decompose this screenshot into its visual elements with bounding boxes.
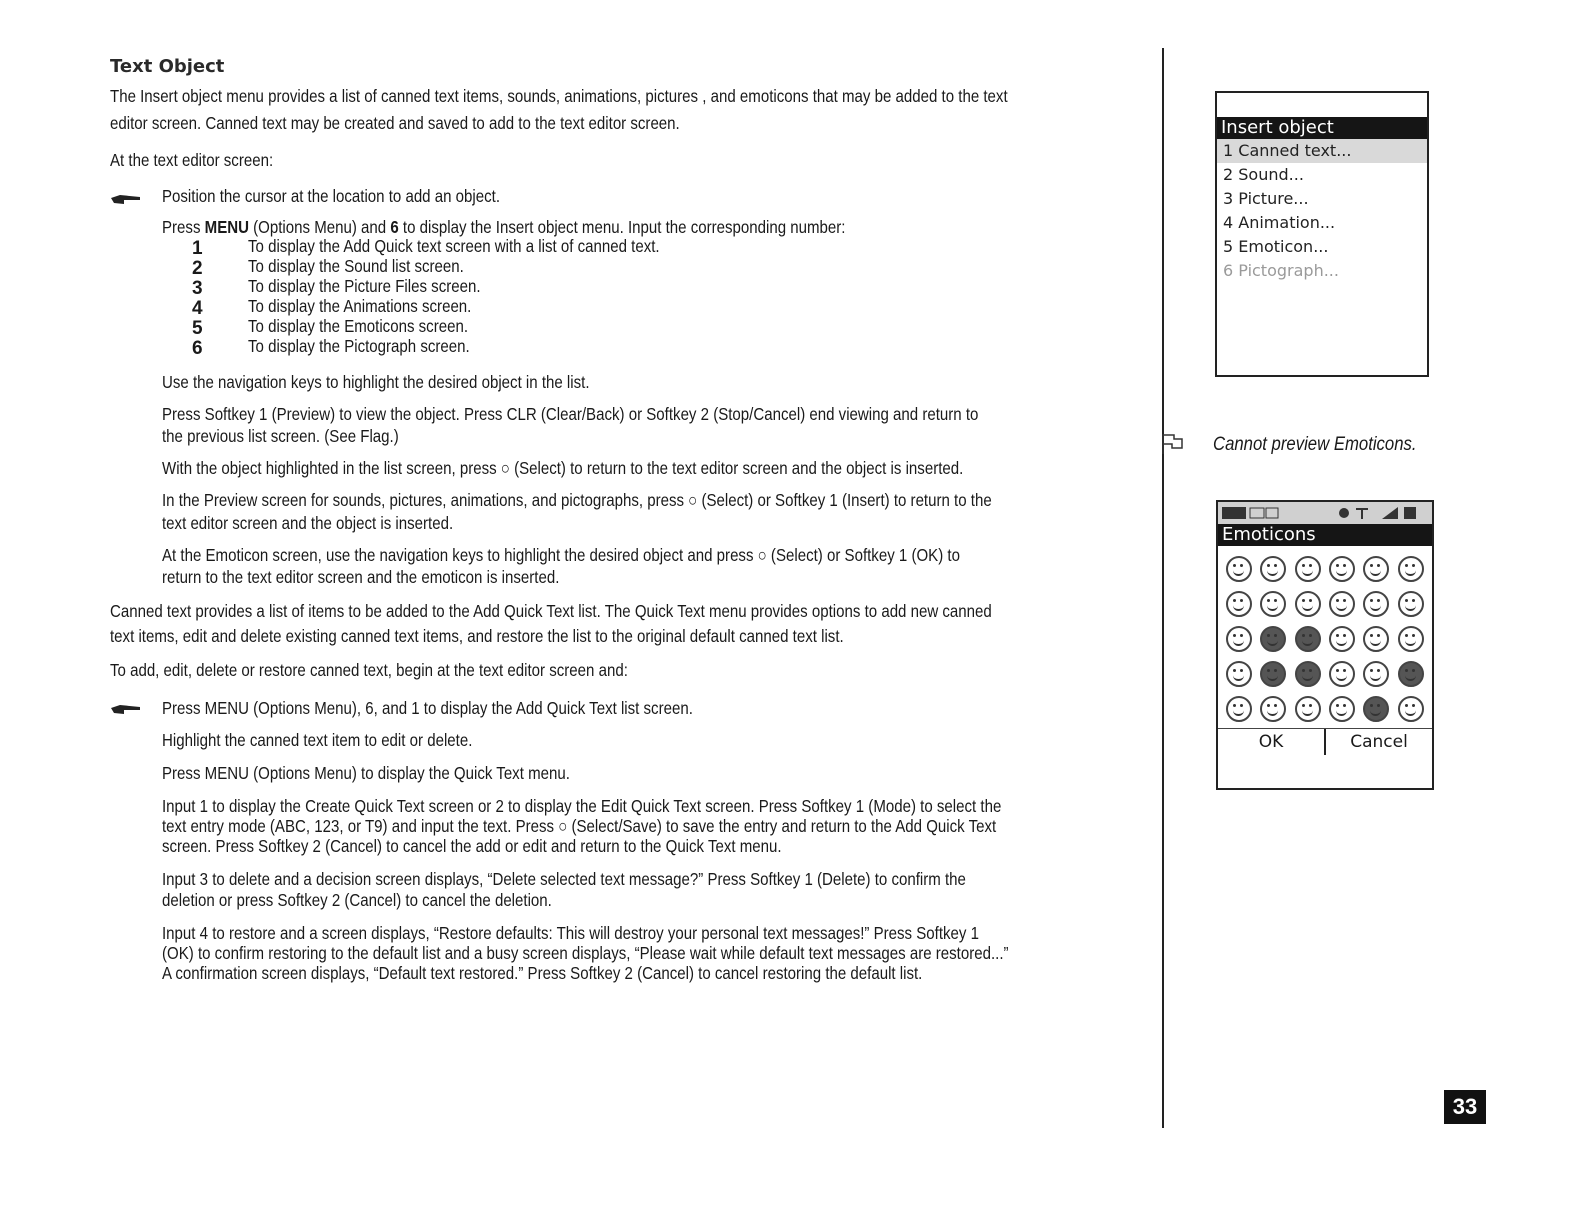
softkey-cancel: Cancel [1350, 732, 1408, 752]
menu-item-sound: 2 Sound... [1223, 165, 1304, 184]
input1-line-1: Input 1 to display the Create Quick Text screen or 2 to display the Edit Quick Text screen. Press Softkey 1 (Mode) to select the [162, 796, 1002, 816]
list-number: 3 [192, 278, 203, 299]
emoticon-icon [1363, 696, 1389, 722]
to-add-line: To add, edit, delete or restore canned text, begin at the text editor screen and: [110, 660, 628, 680]
input1-line-2: text entry mode (ABC, 123, or T9) and input the text. Press ○ (Select/Save) to save the entry and return to the Add Quick Text [162, 816, 997, 836]
emoticon-icon [1260, 591, 1286, 617]
emoticon-icon [1398, 591, 1424, 617]
input1-line-3: screen. Press Softkey 2 (Cancel) to cancel the add or edit and return to the Quick Text menu. [162, 836, 782, 856]
list-number: 4 [192, 298, 203, 319]
press-menu-line: Press MENU (Options Menu) and 6 to display the Insert object menu. Input the corresponding number: [162, 217, 846, 237]
nav-instruction: Use the navigation keys to highlight the desired object in the list. [162, 372, 590, 392]
emoticon-icon [1260, 556, 1286, 582]
press-menu-quicktext: Press MENU (Options Menu) to display the Quick Text menu. [162, 763, 570, 783]
emoticon-icon [1329, 626, 1355, 652]
insert-object-title: Insert object [1217, 117, 1427, 139]
emoticon-icon [1226, 661, 1252, 687]
step-position-cursor: Position the cursor at the location to add an object. [162, 186, 501, 206]
list-number: 5 [192, 318, 203, 339]
column-divider [1162, 48, 1164, 1128]
emoticon-line-1: At the Emoticon screen, use the navigation keys to highlight the desired object and press ○ (Select) or Softkey 1 (OK) to [162, 545, 960, 565]
softkey-ok: OK [1218, 729, 1326, 755]
menu-item-picture: 3 Picture... [1223, 189, 1309, 208]
emoticon-icon [1329, 696, 1355, 722]
softkey-bar [1218, 728, 1432, 755]
list-number: 1 [192, 238, 203, 259]
preview-screen-line-1: In the Preview screen for sounds, pictures, animations, and pictographs, press ○ (Select) or Softkey 1 (Insert) to return to the [162, 490, 992, 510]
emoticon-icon [1329, 661, 1355, 687]
menu-item-pictograph: 6 Pictograph... [1223, 261, 1339, 280]
canned-line-2: text items, edit and delete existing canned text items, and restore the list to the original default canned text list. [110, 626, 844, 646]
emoticon-icon [1363, 556, 1389, 582]
page-number: 33 [1444, 1090, 1486, 1124]
pointing-hand-icon [110, 192, 144, 206]
menu-item-emoticon: 5 Emoticon... [1223, 237, 1329, 256]
list-item: To display the Emoticons screen. [248, 316, 469, 336]
emoticon-icon [1260, 696, 1286, 722]
input3-line-2: deletion or press Softkey 2 (Cancel) to cancel the deletion. [162, 890, 552, 910]
flag-icon [1160, 432, 1186, 456]
emoticon-icon [1398, 556, 1424, 582]
preview-line-1: Press Softkey 1 (Preview) to view the object. Press CLR (Clear/Back) or Softkey 2 (Stop/Cancel) end viewing and return to [162, 404, 979, 424]
select-line: With the object highlighted in the list screen, press ○ (Select) to return to the text editor screen and the object is inserted. [162, 458, 964, 478]
emoticon-icon [1260, 626, 1286, 652]
emoticon-icon [1295, 556, 1321, 582]
insert-object-screen [1215, 91, 1429, 377]
list-number: 2 [192, 258, 203, 279]
step-press-menu: Press MENU (Options Menu), 6, and 1 to display the Add Quick Text list screen. [162, 698, 693, 718]
emoticons-title: Emoticons [1218, 524, 1432, 546]
emoticon-icon [1363, 591, 1389, 617]
signal-battery-icon [1222, 505, 1422, 521]
list-item: To display the Animations screen. [248, 296, 472, 316]
emoticons-screen [1216, 500, 1434, 790]
emoticon-icon [1398, 696, 1424, 722]
status-bar [1218, 502, 1432, 524]
preview-line-2: the previous list screen. (See Flag.) [162, 426, 399, 446]
intro-line-1: The Insert object menu provides a list of canned text items, sounds, animations, pictures , and emoticons that may be added to the text [110, 86, 1008, 106]
emoticon-icon [1398, 626, 1424, 652]
emoticon-icon [1295, 696, 1321, 722]
screen-status-area [1217, 93, 1427, 117]
emoticon-line-2: return to the text editor screen and the emoticon is inserted. [162, 567, 560, 587]
emoticon-icon [1329, 591, 1355, 617]
list-item: To display the Add Quick text screen with a list of canned text. [248, 236, 660, 256]
list-number: 6 [192, 338, 203, 359]
emoticon-icon [1295, 591, 1321, 617]
emoticon-grid [1218, 546, 1432, 728]
input4-line-1: Input 4 to restore and a screen displays, “Restore defaults: This will destroy your personal text messages!” Press Softkey 1 [162, 923, 979, 943]
emoticon-icon [1398, 661, 1424, 687]
emoticon-icon [1329, 556, 1355, 582]
emoticon-icon [1260, 661, 1286, 687]
intro-line-2: editor screen. Canned text may be created and saved to add to the text editor screen. [110, 113, 680, 133]
emoticon-icon [1295, 626, 1321, 652]
input4-line-3: A confirmation screen displays, “Default text restored.” Press Softkey 2 (Cancel) to cancel restoring the default list. [162, 963, 923, 983]
emoticon-icon [1226, 591, 1252, 617]
pointing-hand-icon [110, 702, 144, 716]
section-title: Text Object [110, 56, 225, 77]
menu-item-animation: 4 Animation... [1223, 213, 1336, 232]
emoticon-icon [1226, 626, 1252, 652]
canned-line-1: Canned text provides a list of items to be added to the Add Quick Text list. The Quick Text menu provides options to add new canned [110, 601, 992, 621]
highlight-line: Highlight the canned text item to edit or delete. [162, 730, 473, 750]
intro-editor: At the text editor screen: [110, 150, 274, 170]
list-item: To display the Sound list screen. [248, 256, 464, 276]
emoticon-icon [1363, 661, 1389, 687]
emoticon-icon [1295, 661, 1321, 687]
emoticon-caption: Cannot preview Emoticons. [1213, 434, 1417, 455]
menu-item-canned-text: 1 Canned text... [1217, 139, 1427, 163]
input4-line-2: (OK) to confirm restoring to the default list and a busy screen displays, “Please wait while default text messages are restored...” [162, 943, 1009, 963]
emoticon-icon [1363, 626, 1389, 652]
list-item: To display the Pictograph screen. [248, 336, 470, 356]
emoticon-icon [1226, 556, 1252, 582]
preview-screen-line-2: text editor screen and the object is inserted. [162, 513, 454, 533]
list-item: To display the Picture Files screen. [248, 276, 481, 296]
input3-line-1: Input 3 to delete and a decision screen displays, “Delete selected text message?” Press Softkey 1 (Delete) to confirm the [162, 869, 966, 889]
emoticon-icon [1226, 696, 1252, 722]
